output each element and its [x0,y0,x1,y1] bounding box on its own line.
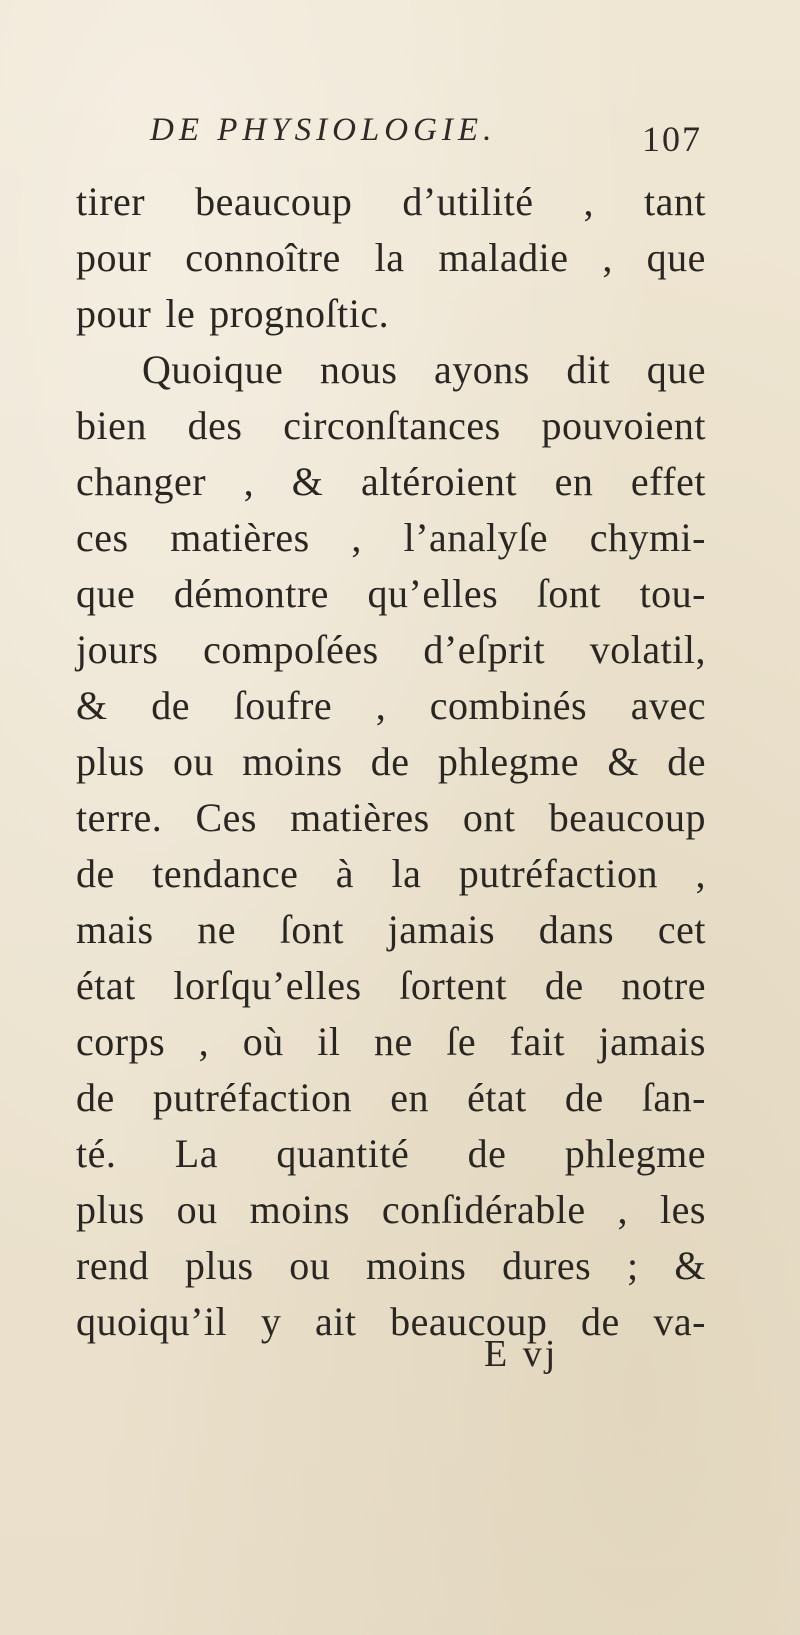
word: en [390,1075,429,1120]
word: tou- [639,571,706,616]
word: d’utilité [402,179,534,224]
word: matières [290,795,430,840]
word: en [554,459,594,504]
word: tant [643,179,706,224]
word: ne [197,907,237,952]
word: té. [76,1131,117,1176]
text-line [76,678,706,734]
word: mais [76,907,154,952]
word: , [602,235,613,280]
word: l’analyſe [403,515,549,560]
word: ſont [536,571,601,616]
word: démontre [173,571,329,616]
word: dit [566,347,611,392]
running-title: DE PHYSIOLOGIE. [150,112,497,148]
word: ou [176,1187,218,1232]
word: dures [502,1243,592,1288]
text-line [76,622,706,678]
word: & [291,459,324,504]
text-line [76,566,706,622]
text-line [76,790,706,846]
word: dans [538,907,615,952]
word: ſan- [641,1075,706,1120]
word: maladie [438,235,569,280]
word: de [370,739,410,784]
word: tendance [152,851,299,896]
word: , [243,459,255,504]
body-text [76,174,706,1350]
word: jours [76,627,159,672]
word: circonſtances [283,403,501,448]
word: ayons [434,347,530,392]
word: matières [170,515,310,560]
running-head [150,112,710,168]
word: jamais [598,1019,706,1064]
word: ait [314,1299,357,1344]
text-line [76,1294,706,1350]
word: Ces [195,795,257,840]
word: à [335,851,355,896]
text-line [76,398,706,454]
word: de [76,851,115,896]
word: phlegme [437,739,580,784]
word: pour [76,235,152,280]
word: de [667,739,706,784]
word: ont [462,795,516,840]
word: ces [76,515,129,560]
word: putréfaction [152,1075,353,1120]
word: chymi- [589,515,706,560]
word: des [187,403,243,448]
word: prognoſtic. [209,291,390,336]
word: phlegme [564,1131,706,1176]
word: quantité [276,1131,410,1176]
word: compoſées [203,627,379,672]
word: quoiqu’il [76,1299,228,1344]
word: combinés [429,683,588,728]
word: tirer [76,179,146,224]
word: qu’elles [367,571,499,616]
word: y [260,1299,282,1344]
word: avec [630,683,706,728]
word: ſoufre [233,683,333,728]
word: de [564,1075,604,1120]
word: que [646,235,706,280]
word: état [76,963,136,1008]
word: d’eſprit [423,627,546,672]
text-line [76,958,706,1014]
word: nous [319,347,398,392]
word: beaucoup [548,795,706,840]
word: notre [621,963,706,1008]
word: plus [184,1243,254,1288]
text-line [76,286,706,342]
text-line [76,734,706,790]
word: putréfaction [458,851,659,896]
word: changer [76,459,207,504]
word: où [242,1019,284,1064]
word: , [351,515,362,560]
word: ; [626,1243,639,1288]
word: de [76,1075,115,1120]
word: connoître [185,235,341,280]
word: fait [509,1019,566,1064]
word: , [695,851,706,896]
page-number: 107 [642,119,702,159]
word: va- [653,1299,706,1344]
word: moins [249,1187,350,1232]
word: de [580,1299,620,1344]
text-line [76,1182,706,1238]
text-line [76,1070,706,1126]
word: que [76,571,136,616]
word: les [660,1187,706,1232]
word: ou [172,739,214,784]
text-line [76,510,706,566]
word: , [617,1187,629,1232]
word: altéroient [360,459,517,504]
word: , [375,683,387,728]
word: le [165,291,196,336]
word: volatil, [589,627,706,672]
word: de [467,1131,507,1176]
word: & [607,739,639,784]
word: la [391,851,422,896]
word: pour [76,291,152,336]
word: ſortent [399,963,508,1008]
word: beaucoup [390,1299,548,1344]
word: bien [76,403,147,448]
word: de [544,963,584,1008]
word: corps [76,1019,166,1064]
word: état [467,1075,527,1120]
text-line [76,902,706,958]
word: rend [76,1243,150,1288]
word: il [317,1019,341,1064]
text-line [76,342,706,398]
word: & [674,1243,706,1288]
text-line [76,1126,706,1182]
word: ou [289,1243,331,1288]
text-line [76,174,706,230]
word: cet [657,907,706,952]
word: la [374,235,405,280]
word: plus [76,1187,145,1232]
word: , [198,1019,210,1064]
word: moins [366,1243,467,1288]
signature-mark: E vj [484,1333,559,1375]
word: effet [630,459,706,504]
word: & [76,683,108,728]
word: plus [76,739,145,784]
text-line [76,454,706,510]
word: ne [374,1019,413,1064]
word: Quoique [142,347,284,392]
word: conſidérable [381,1187,586,1232]
word: ſont [279,907,344,952]
text-line [76,1238,706,1294]
word: moins [242,739,343,784]
text-line [76,230,706,286]
text-line [76,1014,706,1070]
word: La [174,1131,218,1176]
word: , [583,179,594,224]
word: ſe [446,1019,477,1064]
word: pouvoient [541,403,706,448]
word: de [151,683,190,728]
text-line [76,846,706,902]
word: lorſqu’elles [173,963,362,1008]
word: que [646,347,706,392]
word: terre. [76,795,163,840]
word: jamais [387,907,496,952]
word: beaucoup [195,179,353,224]
